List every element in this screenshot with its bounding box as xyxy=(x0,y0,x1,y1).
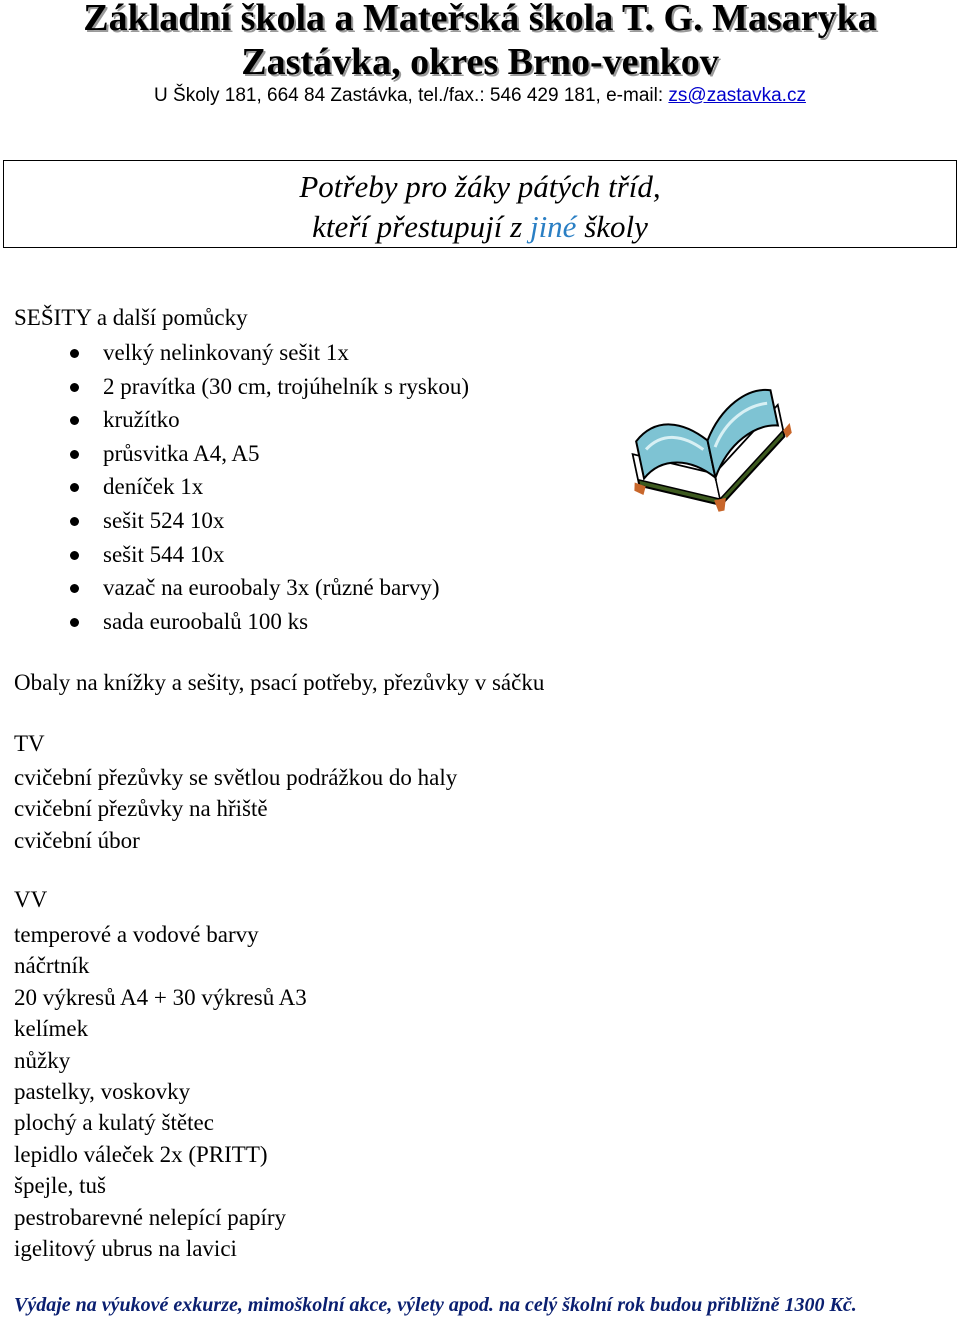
covers-line: Obaly na knížky a sešity, psací potřeby, přezůvky v sáčku xyxy=(14,670,545,695)
list-item: cvičební úbor xyxy=(14,827,140,853)
list-item: deníček 1x xyxy=(0,470,469,504)
list-item: lepidlo váleček 2x (PRITT) xyxy=(14,1141,268,1167)
email-link[interactable]: zs@zastavka.cz xyxy=(668,85,806,106)
list-item: 2 pravítka (30 cm, trojúhelník s ryskou) xyxy=(0,370,469,404)
notebooks-list xyxy=(0,336,469,638)
list-item: špejle, tuš xyxy=(14,1173,106,1199)
list-item: nůžky xyxy=(14,1047,71,1073)
tv-heading: TV xyxy=(14,731,45,756)
title-line2 xyxy=(4,207,956,247)
school-address xyxy=(0,84,960,108)
list-item: 20 výkresů A4 + 30 výkresů A3 xyxy=(14,984,307,1010)
expenses-note: Výdaje na výukové exkurze, mimoškolní akce, výlety apod. na celý školní rok budou přibližně 1300 Kč. xyxy=(14,1294,857,1316)
list-item: náčrtník xyxy=(14,953,90,979)
title-line1: Potřeby pro žáky pátých tříd, xyxy=(299,169,661,204)
list-item: pestrobarevné nelepící papíry xyxy=(14,1204,287,1230)
title-line2-start: kteří přestupují z xyxy=(312,209,530,244)
list-item: kelímek xyxy=(14,1016,89,1042)
list-item: sešit 524 10x xyxy=(0,504,469,538)
list-item: vazač na euroobaly 3x (různé barvy) xyxy=(0,571,469,605)
vv-heading: VV xyxy=(14,887,48,912)
notebooks-heading: SEŠITY a další pomůcky xyxy=(14,305,248,330)
open-book-icon xyxy=(626,380,796,525)
address-text: U Školy 181, 664 84 Zastávka, tel./fax.: 546 429 181, e-mail: xyxy=(154,85,669,106)
list-item: průsvitka A4, A5 xyxy=(0,437,469,471)
list-item: velký nelinkovaný sešit 1x xyxy=(0,336,469,370)
title-line2-end: školy xyxy=(576,209,648,244)
vv-list xyxy=(14,919,307,1264)
list-item: cvičební přezůvky se světlou podrážkou do haly xyxy=(14,765,458,790)
school-name-line1: Základní škola a Mateřská škola T. G. Masaryka xyxy=(83,0,877,39)
school-name-line2: Zastávka, okres Brno-venkov xyxy=(241,41,719,83)
document-title xyxy=(3,160,957,248)
list-item: temperové a vodové barvy xyxy=(14,922,259,947)
title-accent-word: jiné xyxy=(529,209,577,244)
list-item: sešit 544 10x xyxy=(0,538,469,572)
list-item: kružítko xyxy=(0,403,469,437)
list-item: plochý a kulatý štětec xyxy=(14,1110,214,1136)
list-item: igelitový ubrus na lavici xyxy=(14,1236,237,1262)
tv-list xyxy=(14,762,457,856)
list-item: pastelky, voskovky xyxy=(14,1079,191,1105)
list-item: sada euroobalů 100 ks xyxy=(0,605,469,639)
list-item: cvičební přezůvky na hřiště xyxy=(14,796,268,822)
